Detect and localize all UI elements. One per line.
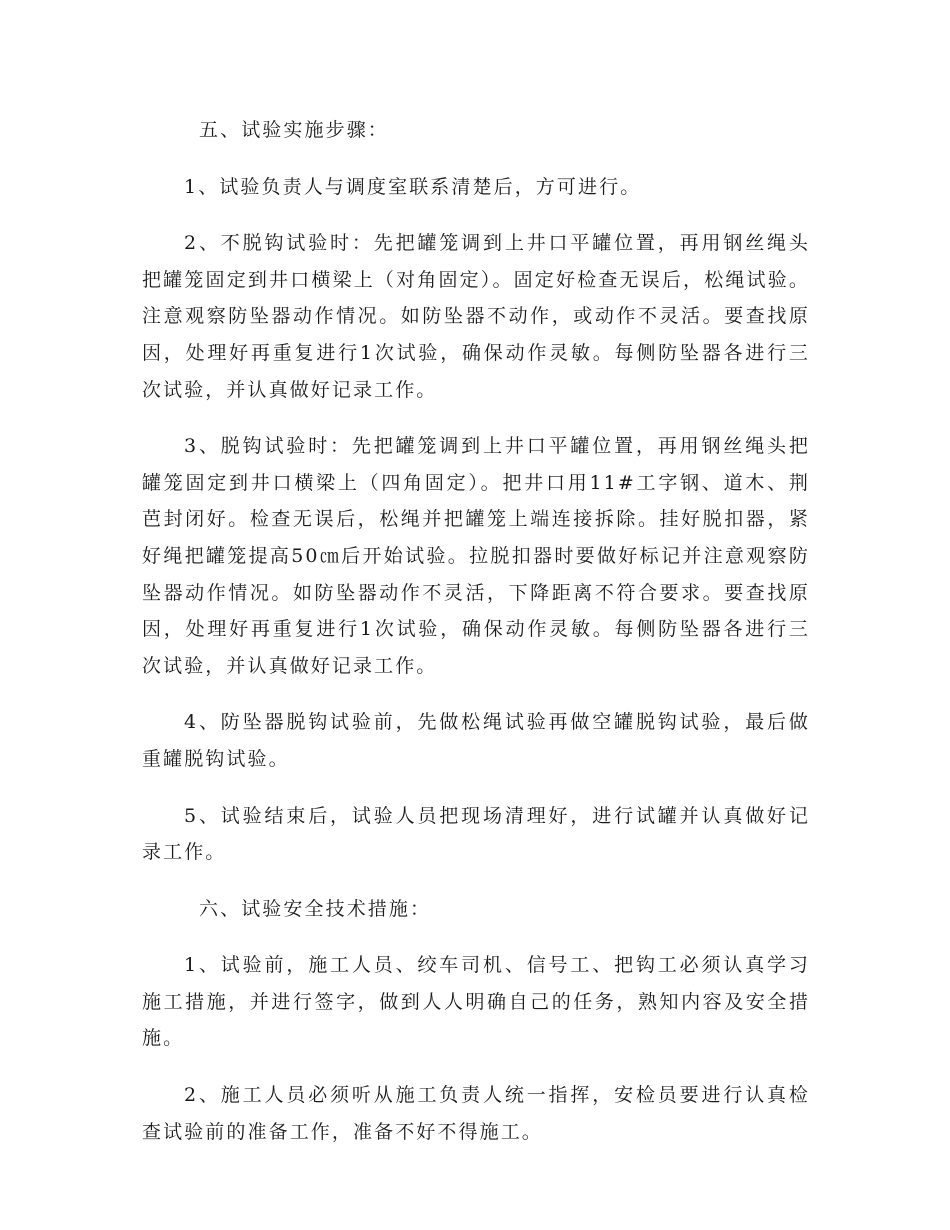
document-page: [142, 112, 810, 1170]
safety-paragraph-2: 2、施工人员必须听从施工负责人统一指挥，安检员要进行认真检查试验前的准备工作，准备不好不得施工。: [142, 1084, 810, 1143]
step-paragraph-5: 5、试验结束后，试验人员把现场清理好，进行试罐并认真做好记录工作。: [142, 804, 810, 864]
step-paragraph-4: 4、防坠器脱钩试验前，先做松绳试验再做空罐脱钩试验，最后做重罐脱钩试验。: [142, 711, 810, 770]
step-paragraph-1: 1、试验负责人与调度室联系清楚后，方可进行。: [184, 175, 642, 198]
section-heading-test-steps: 五、试验实施步骤：: [199, 119, 389, 141]
step-paragraph-3: 3、脱钩试验时：先把罐笼调到上井口平罐位置，再用钢丝绳头把罐笼固定到井口横梁上（四角固定）。把井口用11#工字钢、道木、荆芭封闭好。检查无误后，松绳并把罐笼上端连接拆除。挂好脱扣器，紧好绳把罐笼提高50㎝后开始试验。拉脱扣器时要做好标记并注意观察防坠器动作情况。如防坠器动作不灵活，下降距离不符合要求。要查找原因，处理好再重复进行1次试验，确保动作灵敏。每侧防坠器各进行三次试验，并认真做好记录工作。: [142, 435, 810, 677]
section-heading-safety-measures: 六、试验安全技术措施：: [199, 897, 432, 920]
step-paragraph-2: 2、不脱钩试验时：先把罐笼调到上井口平罐位置，再用钢丝绳头把罐笼固定到井口横梁上（对角固定）。固定好检查无误后，松绳试验。注意观察防坠器动作情况。如防坠器不动作，或动作不灵活。要查找原因，处理好再重复进行1次试验，确保动作灵敏。每侧防坠器各进行三次试验，并认真做好记录工作。: [142, 232, 810, 401]
safety-paragraph-1: 1、试验前，施工人员、绞车司机、信号工、把钩工必须认真学习施工措施，并进行签字，做到人人明确自己的任务，熟知内容及安全措施。: [142, 954, 810, 1050]
